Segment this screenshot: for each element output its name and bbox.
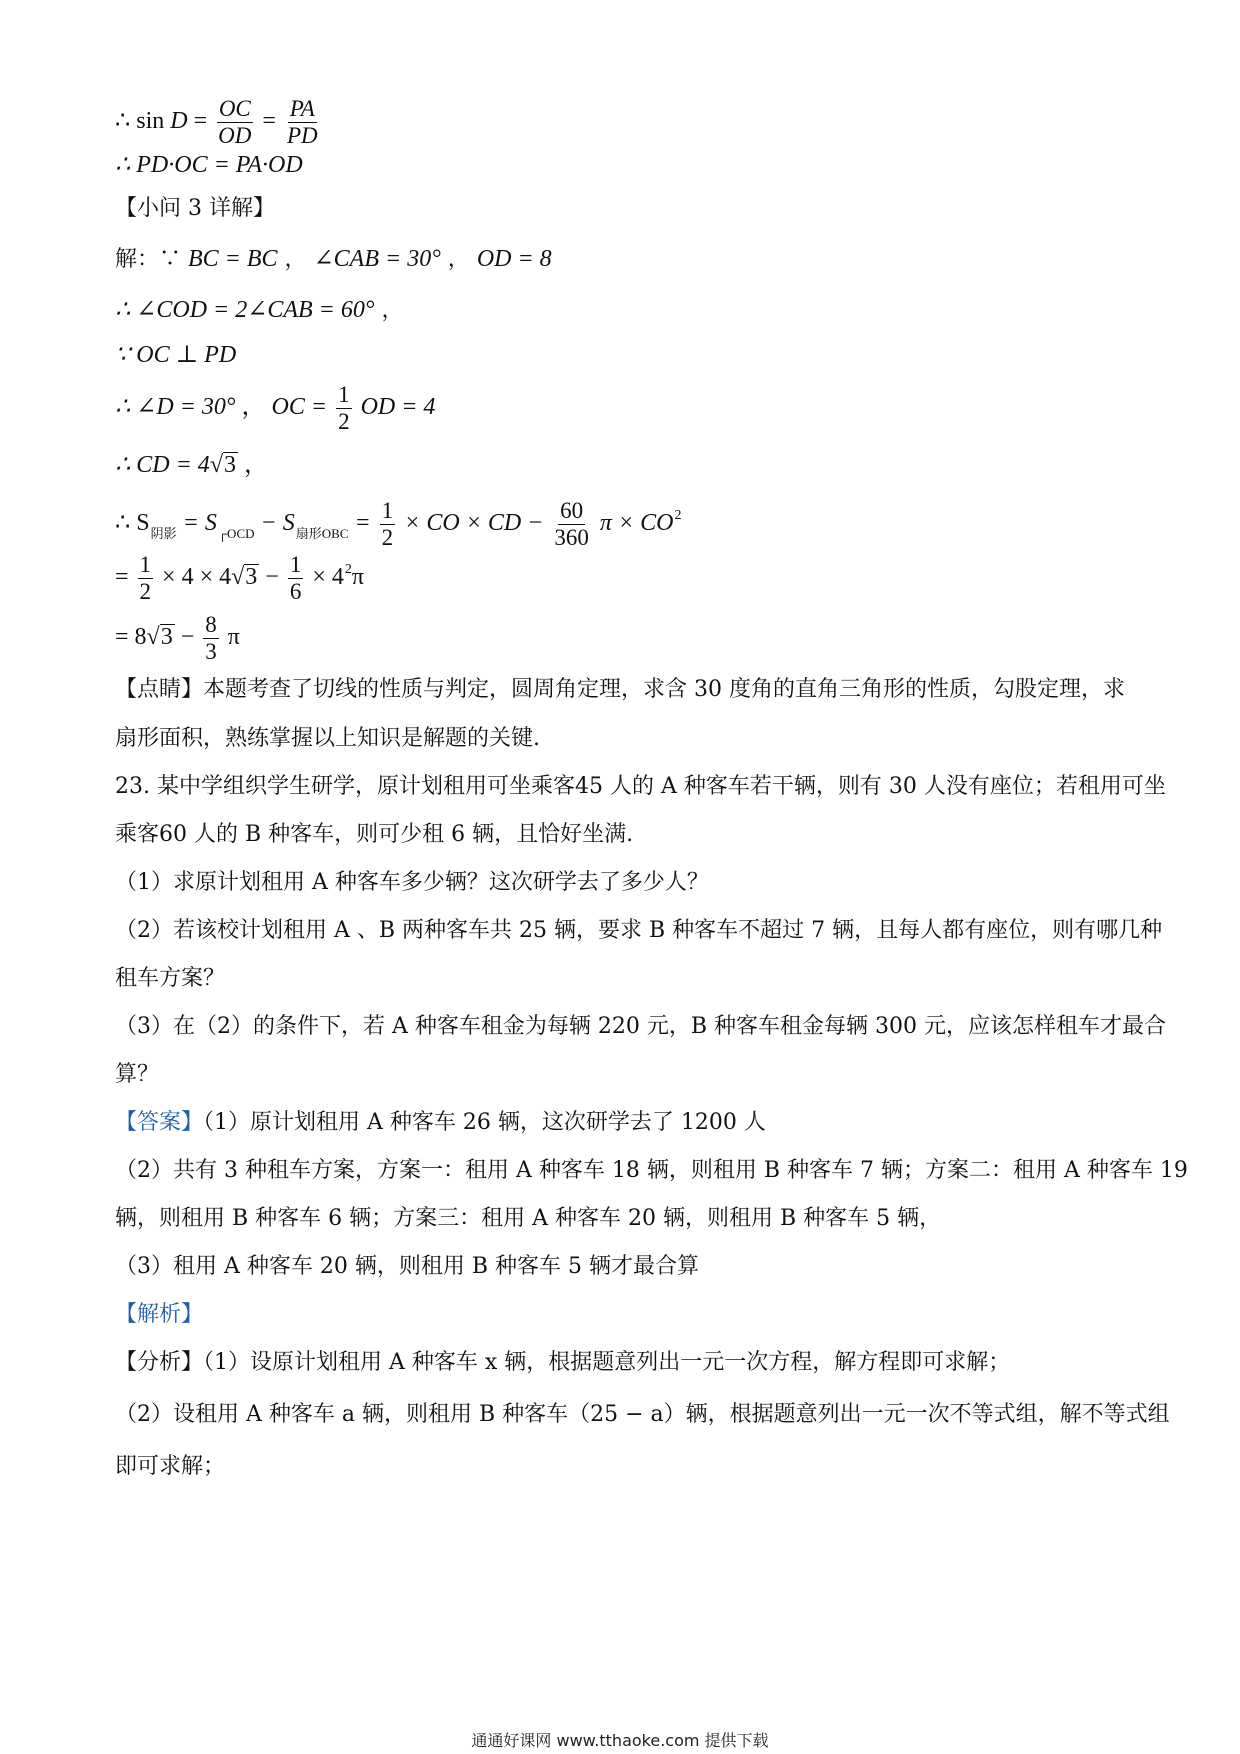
cd-equation: ∴ CD = 4 xyxy=(115,452,210,478)
question-23-line-1: 23. 某中学组织学生研学，原计划租用可坐乘客45 人的 A 种客车若干辆，则有 30 人没有座位；若租用可坐 xyxy=(115,774,1166,799)
perpendicular-line: ∵ OC ⊥ PD xyxy=(115,342,237,368)
product-terms: × CO × CD − xyxy=(404,510,544,537)
radicand: 3 xyxy=(245,564,258,591)
equals-sign: = xyxy=(262,108,276,135)
question-part-2-line-1: （2）若该校计划租用 A 、B 两种客车共 25 辆，要求 B 种客车不超过 7 辆，且每人都有座位，则有哪几种 xyxy=(115,918,1163,943)
sqrt-symbol: √ xyxy=(146,624,160,651)
numerator: OC xyxy=(218,96,251,121)
comment-line-1: 【点睛】本题考查了切线的性质与判定，圆周角定理，求含 30 度角的直角三角形的性质，勾股定理，求 xyxy=(115,677,1125,702)
question-part-3-line-1: （3）在（2）的条件下，若 A 种客车租金为每辆 220 元，B 种客车租金每辆 300 元，应该怎样租车才最合 xyxy=(115,1014,1166,1039)
pi-symbol: π xyxy=(227,624,240,651)
denominator: 3 xyxy=(205,639,217,664)
fraction-eight-thirds xyxy=(203,612,219,665)
radicand: 3 xyxy=(223,452,236,478)
equals-s: = S xyxy=(176,510,217,537)
equation-sin-d xyxy=(115,96,323,149)
angle-d-line xyxy=(115,382,435,435)
analysis-line-3: 即可求解； xyxy=(115,1454,226,1479)
angle-d-equation: ∴ ∠D = 30° xyxy=(115,394,236,421)
angle-cod-equation: ∴ ∠COD = 2∠CAB = 60° xyxy=(115,297,375,323)
equals-eight: = 8 xyxy=(115,624,147,651)
fraction-pa-pd xyxy=(285,96,320,149)
comma: ， xyxy=(243,452,268,478)
answer-part-1: （1）原计划租用 A 种客车 26 辆，这次研学去了 1200 人 xyxy=(203,1110,766,1135)
times-four: × 4 xyxy=(312,564,344,591)
denominator: 2 xyxy=(381,525,394,550)
minus-sign: − xyxy=(259,564,279,591)
denominator: 6 xyxy=(289,579,302,604)
exponent: 2 xyxy=(344,562,352,578)
equals-sign: = xyxy=(348,510,371,537)
fraction-one-half xyxy=(336,382,352,435)
comma: ， xyxy=(284,247,307,272)
arc-equality: BC = BC xyxy=(188,246,278,272)
question-part-3-line-2: 算？ xyxy=(115,1062,160,1087)
equation-product: ∴ PD·OC = PA·OD xyxy=(115,152,303,178)
analysis-line-1: 【分析】（1）设原计划租用 A 种客车 x 辆，根据题意列出一元一次方程，解方程即可求解； xyxy=(115,1350,1011,1375)
sqrt-symbol: √ xyxy=(231,564,245,591)
comma: ， xyxy=(381,298,404,323)
fraction-one-half xyxy=(380,498,396,551)
length-od: OD = 8 xyxy=(476,246,552,272)
analysis-tag: 【解析】 xyxy=(115,1302,204,1327)
fraction-oc-od xyxy=(216,96,253,149)
fraction-60-360 xyxy=(552,498,591,551)
analysis-line-2: （2）设租用 A 种客车 a 辆，则租用 B 种客车（25 − a）辆，根据题意列出一元一次不等式组，解不等式组 xyxy=(115,1402,1170,1427)
therefore-s: ∴ S xyxy=(115,510,150,537)
numerator: 60 xyxy=(560,498,584,523)
numerator: 1 xyxy=(338,382,350,407)
minus-s: − S xyxy=(254,510,295,537)
shaded-area-line xyxy=(115,498,681,552)
product-terms: × 4 × 4 xyxy=(162,564,232,591)
subscript-sector-obc: 扇形OBC xyxy=(295,526,349,542)
od-equals-4: OD = 4 xyxy=(360,394,436,421)
comma: ， xyxy=(241,394,266,421)
numerator: 1 xyxy=(381,498,394,523)
equals-sign: = xyxy=(193,108,208,135)
denominator: OD xyxy=(218,123,252,148)
fraction-one-sixth xyxy=(288,552,304,605)
radicand: 3 xyxy=(160,624,173,651)
pi-symbol: π xyxy=(351,564,365,591)
denominator: 2 xyxy=(139,579,152,604)
question-part-1: （1）求原计划租用 A 种客车多少辆？这次研学去了多少人？ xyxy=(115,870,709,895)
question-part-2-line-2: 租车方案？ xyxy=(115,966,226,991)
solution-prefix: 解：∵ xyxy=(115,247,182,272)
comma: ， xyxy=(447,247,470,272)
subscript-shaded: 阴影 xyxy=(150,526,177,542)
sqrt-symbol: √ xyxy=(209,452,223,478)
solution-given-line xyxy=(115,244,552,275)
answer-tag: 【答案】 xyxy=(115,1110,204,1135)
pi-co-term: π × CO xyxy=(599,510,674,537)
angle-cod-line xyxy=(115,295,404,326)
question-23-line-2: 乘客60 人的 B 种客车，则可少租 6 辆，且恰好坐满. xyxy=(115,822,634,847)
minus-sign: − xyxy=(174,624,195,651)
answer-part-3: （3）租用 A 种客车 20 辆，则租用 B 种客车 5 辆才最合算 xyxy=(115,1254,699,1279)
numerator: 1 xyxy=(139,552,152,577)
var-d: D xyxy=(170,108,188,135)
exponent: 2 xyxy=(674,508,682,524)
numerator: 8 xyxy=(205,612,217,637)
answer-part-2-line-2: 辆，则租用 B 种客车 6 辆；方案三：租用 A 种客车 20 辆，则租用 B 种客车 5 辆， xyxy=(115,1206,942,1231)
answer-line-1 xyxy=(115,1108,766,1138)
page-footer: 通通好课网 www.tthaoke.com 提供下载 xyxy=(471,1731,769,1750)
oc-equals: OC = xyxy=(271,394,328,421)
denominator: 360 xyxy=(554,525,589,550)
comment-line-2: 扇形面积，熟练掌握以上知识是解题的关键. xyxy=(115,726,540,751)
numerator: 1 xyxy=(289,552,302,577)
numerator: PA xyxy=(289,96,315,121)
angle-cab: ∠CAB = 30° xyxy=(313,246,441,272)
subscript-triangle-ocd: ┌OCD xyxy=(217,526,255,542)
therefore-sin: ∴ sin xyxy=(115,108,165,135)
subquestion-3-heading: 【小问 3 详解】 xyxy=(115,196,275,221)
equals-sign: = xyxy=(115,564,129,591)
area-step-2 xyxy=(115,552,364,606)
denominator: PD xyxy=(286,123,318,148)
cd-line xyxy=(115,450,268,480)
area-result xyxy=(115,612,240,665)
fraction-one-half xyxy=(138,552,154,605)
answer-part-2-line-1: （2）共有 3 种租车方案，方案一：租用 A 种客车 18 辆，则租用 B 种客车 7 辆；方案二：租用 A 种客车 19 xyxy=(115,1158,1188,1183)
denominator: 2 xyxy=(338,409,350,434)
